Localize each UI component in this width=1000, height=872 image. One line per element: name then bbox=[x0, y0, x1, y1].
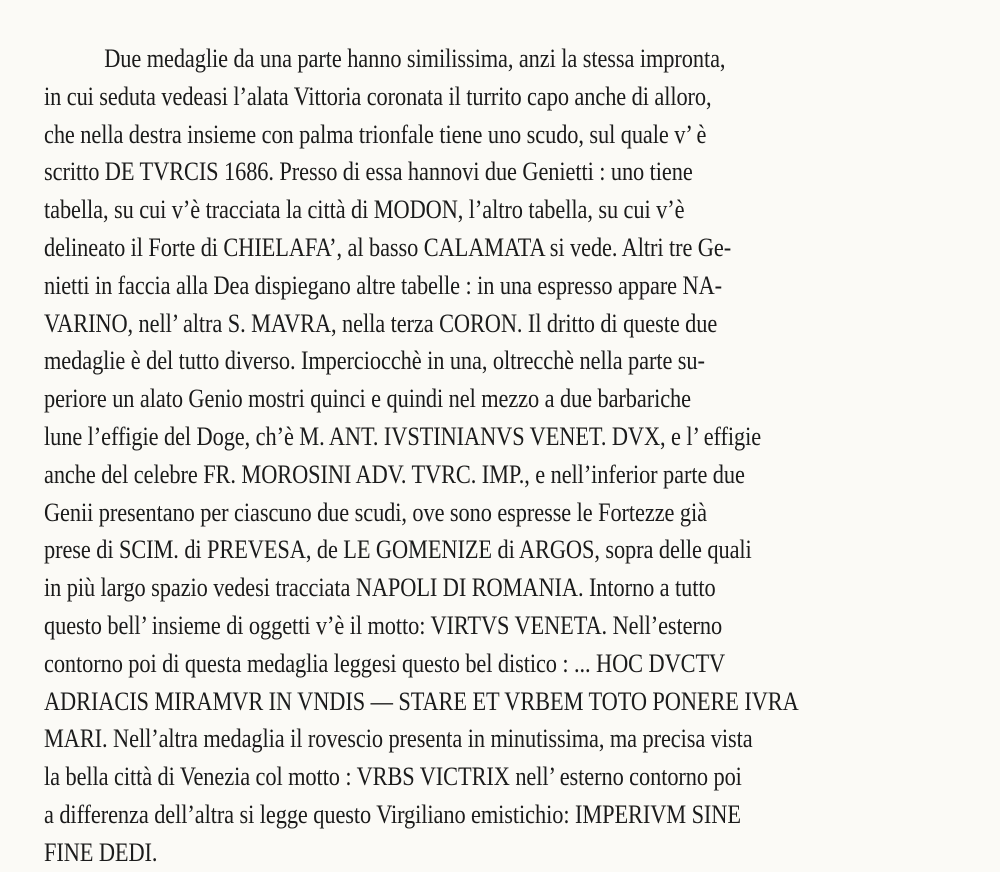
text-line-22: FINE DEDI. bbox=[44, 837, 158, 867]
text-line-20: la bella città di Venezia col motto : VRBS VICTRIX nell’ esterno contorno poi bbox=[44, 762, 742, 792]
text-line-8: VARINO, nell’ altra S. MAVRA, nella terza CORON. Il dritto di queste due bbox=[44, 308, 718, 338]
text-line-3: che nella destra insieme con palma trionfale tiene uno scudo, sul quale v’ è bbox=[44, 119, 707, 149]
text-line-16: questo bell’ insieme di oggetti v’è il motto: VIRTVS VENETA. Nell’esterno bbox=[44, 610, 723, 640]
text-line-19: MARI. Nell’altra medaglia il rovescio presenta in minutissima, ma precisa vista bbox=[44, 724, 753, 754]
text-line-10: periore un alato Genio mostri quinci e quindi nel mezzo a due barbariche bbox=[44, 384, 691, 414]
text-line-21: a differenza dell’altra si legge questo Virgiliano emistichio: IMPERIVM SINE bbox=[44, 799, 741, 829]
text-line-18: ADRIACIS MIRAMVR IN VNDIS — STARE ET VRBEM TOTO PONERE IVRA bbox=[44, 686, 799, 716]
text-line-4: scritto DE TVRCIS 1686. Presso di essa hannovi due Genietti : uno tiene bbox=[44, 157, 693, 187]
text-line-13: Genii presentano per ciascuno due scudi, ove sono espresse le Fortezze già bbox=[44, 497, 707, 527]
text-line-7: nietti in faccia alla Dea dispiegano altre tabelle : in una espresso appare NA- bbox=[44, 270, 723, 300]
text-line-9: medaglie è del tutto diverso. Imperciocchè in una, oltrecchè nella parte su- bbox=[44, 346, 705, 376]
text-line-15: in più largo spazio vedesi tracciata NAPOLI DI ROMANIA. Intorno a tutto bbox=[44, 573, 716, 603]
text-line-5: tabella, su cui v’è tracciata la città di MODON, l’altro tabella, su cui v’è bbox=[44, 195, 685, 225]
text-line-2: in cui seduta vedeasi l’alata Vittoria coronata il turrito capo anche di alloro, bbox=[44, 81, 712, 111]
text-line-14: prese di SCIM. di PREVESA, de LE GOMENIZE di ARGOS, sopra delle quali bbox=[44, 535, 752, 565]
text-line-6: delineato il Forte di CHIELAFA’, al basso CALAMATA si vede. Altri tre Ge- bbox=[44, 232, 732, 262]
paragraph bbox=[44, 40, 974, 872]
text-line-12: anche del celebre FR. MOROSINI ADV. TVRC. IMP., e nell’inferior parte due bbox=[44, 459, 745, 489]
text-line-1: Due medaglie da una parte hanno similissima, anzi la stessa impronta, bbox=[104, 44, 726, 73]
text-line-11: lune l’effigie del Doge, ch’è M. ANT. IVSTINIANVS VENET. DVX, e l’ effigie bbox=[44, 421, 762, 451]
text-line-17: contorno poi di questa medaglia leggesi questo bel distico : ... HOC DVCTV bbox=[44, 648, 726, 678]
